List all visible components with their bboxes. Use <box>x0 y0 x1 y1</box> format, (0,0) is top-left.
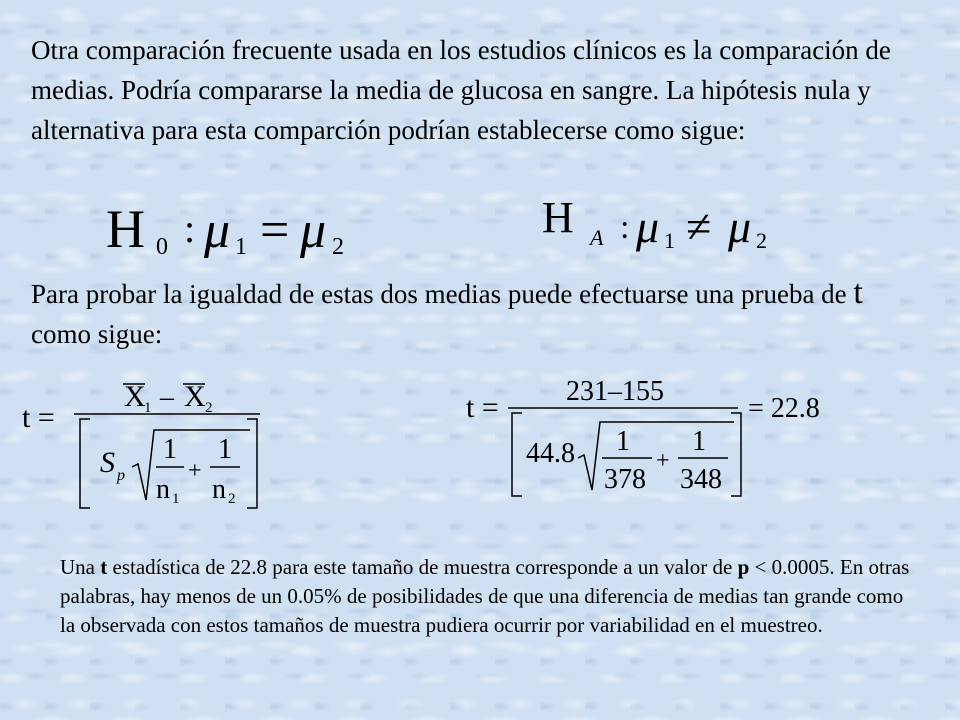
general-n1: n <box>156 474 170 505</box>
h0-mu1-sub: 1 <box>235 234 247 260</box>
numeric-one-b: 1 <box>692 426 706 457</box>
numeric-plus: + <box>656 448 670 474</box>
h0-mu2-sub: 2 <box>332 234 344 260</box>
general-one-b: 1 <box>218 434 232 465</box>
numeric-sp: 44.8 <box>526 438 575 469</box>
numeric-numerator: 231–155 <box>566 376 664 407</box>
general-n2: n <box>212 474 226 505</box>
ha-mu1: μ <box>636 201 660 252</box>
conclusion-t-bold: t <box>100 555 108 579</box>
general-t-lhs: t = <box>22 401 55 434</box>
alternative-hypothesis <box>540 190 820 265</box>
h0-equals: = <box>260 202 290 259</box>
h0-mu2: μ <box>300 202 327 259</box>
ha-sub: A <box>590 225 604 250</box>
general-right-bracket <box>247 419 257 508</box>
general-plus: + <box>188 458 202 484</box>
numeric-t-formula <box>466 370 846 510</box>
conclusion-p-bold: p <box>737 555 750 579</box>
general-x1-sub: 1 <box>144 400 152 416</box>
ha-mu1-sub: 1 <box>664 228 675 253</box>
general-one-a: 1 <box>163 434 177 465</box>
general-x2-sub: 2 <box>205 400 213 416</box>
h0-h: H <box>106 199 145 259</box>
ha-colon: : <box>620 209 630 246</box>
general-t-formula <box>22 372 262 522</box>
numeric-result: = 22.8 <box>748 393 820 424</box>
t-test-text-after: como sigue: <box>31 319 163 349</box>
t-test-text-before: Para probar la igualdad de estas dos medias puede efectuarse una prueba de <box>31 279 854 309</box>
conclusion-text-3: < 0.0005. En otras palabras, hay menos de un 0.05% de posibilidades de que una diferencia de medias tan grande como la observada con estos tamaños de muestra pudiera ocurrir por variabilidad en el muestreo. <box>60 555 910 637</box>
ha-mu2-sub: 2 <box>756 228 767 253</box>
general-n1-sub: 1 <box>172 491 180 507</box>
numeric-one-a: 1 <box>616 426 630 457</box>
h0-sub: 0 <box>156 234 168 260</box>
numeric-n2: 348 <box>680 464 722 495</box>
general-sp-sub: p <box>117 467 125 484</box>
numeric-left-bracket <box>512 413 522 496</box>
general-x1: X <box>124 380 146 413</box>
conclusion-paragraph <box>60 553 910 640</box>
general-sp: S <box>100 446 115 479</box>
conclusion-text-1: Una <box>60 555 101 579</box>
null-hypothesis <box>100 192 380 267</box>
conclusion-text-2: estadística de 22.8 para este tamaño de muestra corresponde a un valor de <box>107 555 738 579</box>
h0-mu1: μ <box>204 202 231 259</box>
ha-mu2: μ <box>728 201 752 252</box>
intro-paragraph: Otra comparación frecuente usada en los estudios clínicos es la comparación de medias. Podría compararse la media de glucosa en sangre. La hipótesis nula y alternativa para esta comparción podrían establecerse como sigue: <box>31 35 891 145</box>
general-left-bracket <box>80 419 90 508</box>
general-n2-sub: 2 <box>228 491 236 507</box>
t-letter: t <box>853 274 863 311</box>
numeric-n1: 378 <box>604 464 646 495</box>
general-x2: X <box>184 380 206 413</box>
numeric-right-bracket <box>731 413 741 496</box>
h0-colon: : <box>184 206 196 251</box>
general-minus: – <box>160 382 174 413</box>
ha-not-equal: ≠ <box>686 201 712 252</box>
numeric-t-lhs: t = <box>466 391 499 424</box>
ha-h: H <box>542 193 574 242</box>
t-test-paragraph <box>31 273 911 354</box>
